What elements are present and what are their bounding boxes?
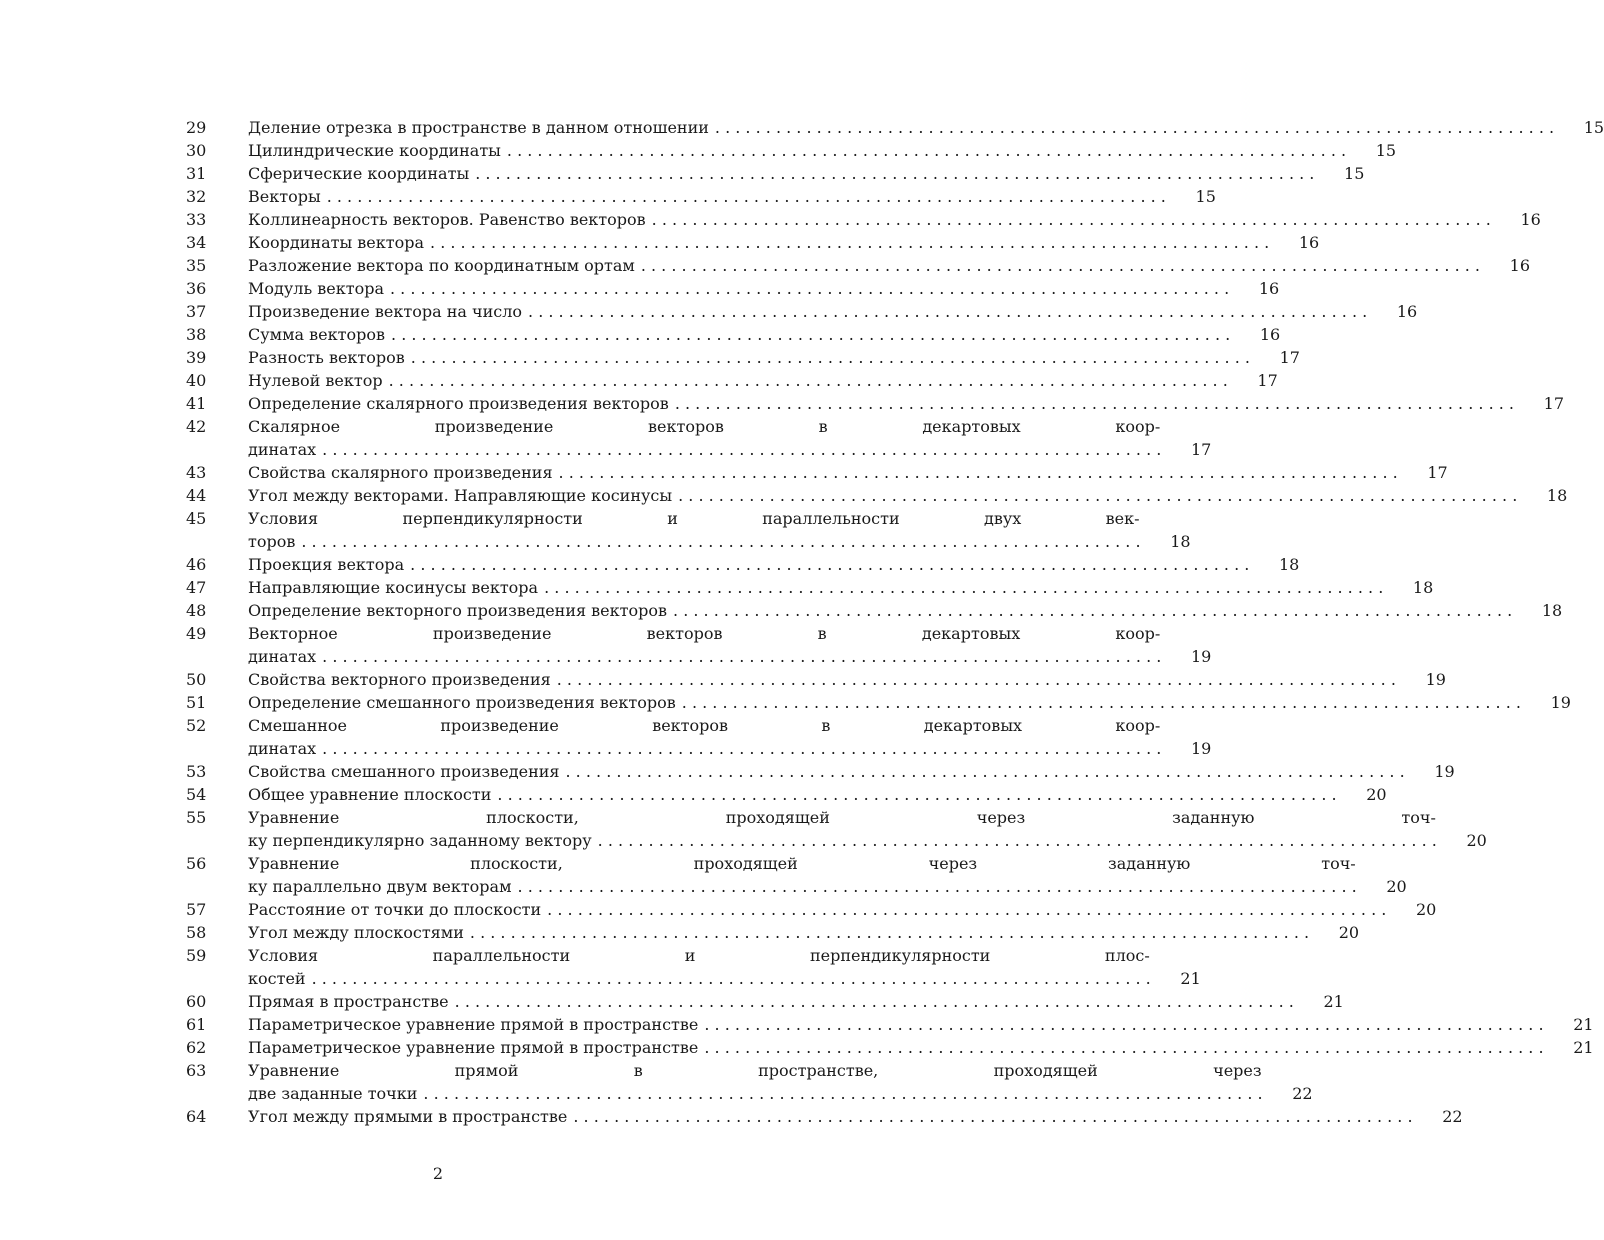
toc-entry-number: 52 <box>186 716 207 735</box>
toc-entry-number: 34 <box>186 233 207 252</box>
toc-entry-number: 31 <box>186 164 207 183</box>
toc-entry-title-line: Уравнение прямой в пространстве, проходящей через <box>248 1061 1262 1080</box>
toc-entry-page: 17 <box>1427 463 1448 482</box>
toc-entry-title: Параметрическое уравнение прямой в пространстве <box>248 1038 699 1057</box>
dot-leader <box>475 162 1316 185</box>
toc-entry-title: Векторы <box>248 187 321 206</box>
toc-entry-number: 36 <box>186 279 207 298</box>
toc-entry-number: 51 <box>186 693 207 712</box>
toc-entry-number: 37 <box>186 302 207 321</box>
toc-entry[interactable] <box>186 944 1201 990</box>
toc-entry-number: 50 <box>186 670 207 689</box>
toc-entry-title: костей <box>248 969 306 988</box>
toc-entry-number: 56 <box>186 854 207 873</box>
toc-entry-title: Прямая в пространстве <box>248 992 449 1011</box>
toc-entry-title-line: Условия перпендикулярности и параллельности двух век- <box>248 509 1140 528</box>
toc-entry[interactable] <box>186 576 1434 599</box>
toc-entry-title: динатах <box>248 739 317 758</box>
table-of-contents <box>186 116 1604 1128</box>
toc-entry[interactable] <box>186 599 1563 622</box>
dot-leader <box>455 990 1296 1013</box>
toc-entry-page: 16 <box>1259 325 1281 344</box>
dot-leader <box>411 346 1252 369</box>
toc-entry[interactable] <box>186 898 1437 921</box>
dot-leader <box>715 116 1556 139</box>
toc-entry-title: ку параллельно двум векторам <box>248 877 512 896</box>
toc-entry-title: Коллинеарность векторов. Равенство векторов <box>248 210 646 229</box>
toc-entry-page: 18 <box>1279 555 1300 574</box>
toc-entry-page: 22 <box>1292 1084 1313 1103</box>
toc-entry-page: 19 <box>1425 670 1446 689</box>
toc-entry-page: 16 <box>1520 210 1541 229</box>
toc-entry-number: 48 <box>186 601 207 620</box>
toc-entry[interactable] <box>186 254 1531 277</box>
dot-leader <box>497 783 1338 806</box>
toc-entry[interactable] <box>186 921 1360 944</box>
toc-entry-title: Сферические координаты <box>248 164 470 183</box>
dot-leader <box>391 323 1232 346</box>
toc-entry-number: 54 <box>186 785 207 804</box>
toc-entry-number: 45 <box>186 509 207 528</box>
toc-entry-page: 19 <box>1190 739 1212 758</box>
toc-entry[interactable] <box>186 1013 1594 1036</box>
toc-entry-title: Угол между прямыми в пространстве <box>248 1107 568 1126</box>
dot-leader <box>704 1013 1545 1036</box>
toc-entry-title: Разность векторов <box>248 348 405 367</box>
toc-entry-title: Координаты вектора <box>248 233 425 252</box>
toc-entry-title: Проекция вектора <box>248 555 405 574</box>
toc-entry[interactable] <box>186 116 1604 139</box>
dot-leader <box>301 530 1142 553</box>
toc-entry-number: 40 <box>186 371 207 390</box>
toc-entry-page: 16 <box>1298 233 1320 252</box>
toc-entry-page: 16 <box>1396 302 1418 321</box>
toc-entry-page: 19 <box>1550 693 1571 712</box>
toc-entry-number: 49 <box>186 624 207 643</box>
toc-entry-title: Общее уравнение плоскости <box>248 785 492 804</box>
dot-leader <box>389 369 1230 392</box>
toc-entry-number: 64 <box>186 1107 207 1126</box>
toc-entry-number: 63 <box>186 1061 207 1080</box>
toc-entry[interactable] <box>186 139 1397 162</box>
toc-entry-title-line: Уравнение плоскости, проходящей через заданную точ- <box>248 854 1356 873</box>
toc-entry[interactable] <box>186 415 1212 461</box>
toc-entry-page: 15 <box>1583 118 1604 137</box>
toc-entry-page: 19 <box>1434 762 1455 781</box>
toc-entry[interactable] <box>186 369 1278 392</box>
toc-entry-page: 22 <box>1442 1107 1463 1126</box>
toc-entry[interactable] <box>186 806 1487 852</box>
toc-entry[interactable] <box>186 231 1320 254</box>
toc-entry-page: 17 <box>1190 440 1212 459</box>
toc-entry-number: 32 <box>186 187 207 206</box>
toc-entry-title: Расстояние от точки до плоскости <box>248 900 542 919</box>
toc-entry-page: 21 <box>1180 969 1201 988</box>
toc-entry-title: Угол между векторами. Направляющие косинусы <box>248 486 673 505</box>
dot-leader <box>390 277 1231 300</box>
toc-entry-number: 41 <box>186 394 207 413</box>
dot-leader <box>528 300 1369 323</box>
toc-entry-title: Деление отрезка в пространстве в данном отношении <box>248 118 709 137</box>
toc-entry-page: 16 <box>1509 256 1531 275</box>
toc-entry-page: 18 <box>1546 486 1568 505</box>
toc-entry[interactable] <box>186 323 1281 346</box>
toc-entry-title: Свойства скалярного произведения <box>248 463 553 482</box>
toc-entry-number: 42 <box>186 417 207 436</box>
toc-entry-title: динатах <box>248 440 317 459</box>
dot-leader <box>557 668 1398 691</box>
toc-entry[interactable] <box>186 852 1407 898</box>
toc-entry-page: 17 <box>1543 394 1564 413</box>
toc-entry-number: 55 <box>186 808 207 827</box>
toc-entry-title-line: Смешанное произведение векторов в декартовых коор- <box>248 716 1161 735</box>
dot-leader <box>518 875 1359 898</box>
toc-entry-title: Произведение вектора на число <box>248 302 523 321</box>
toc-entry-page: 15 <box>1344 164 1365 183</box>
toc-entry-number: 38 <box>186 325 207 344</box>
toc-entry-title: Разложение вектора по координатным ортам <box>248 256 635 275</box>
toc-entry[interactable] <box>186 208 1541 231</box>
toc-entry[interactable] <box>186 691 1571 714</box>
toc-entry-number: 58 <box>186 923 207 942</box>
toc-entry-page: 20 <box>1416 900 1437 919</box>
toc-entry-title: Определение смешанного произведения векторов <box>248 693 676 712</box>
dot-leader <box>598 829 1439 852</box>
toc-entry-title: Параметрическое уравнение прямой в пространстве <box>248 1015 699 1034</box>
dot-leader <box>507 139 1348 162</box>
toc-entry-number: 46 <box>186 555 207 574</box>
toc-entry-page: 17 <box>1257 371 1278 390</box>
toc-entry-page: 16 <box>1258 279 1280 298</box>
dot-leader <box>470 921 1311 944</box>
toc-entry-title: Определение скалярного произведения векторов <box>248 394 669 413</box>
dot-leader <box>559 461 1400 484</box>
toc-entry-page: 15 <box>1195 187 1216 206</box>
toc-entry-number: 29 <box>186 118 207 137</box>
toc-entry-title: Определение векторного произведения векторов <box>248 601 668 620</box>
dot-leader <box>566 760 1407 783</box>
toc-entry-title-line: Уравнение плоскости, проходящей через заданную точ- <box>248 808 1436 827</box>
toc-entry-title: Направляющие косинусы вектора <box>248 578 539 597</box>
toc-entry-page: 19 <box>1190 647 1212 666</box>
toc-entry-number: 62 <box>186 1038 207 1057</box>
dot-leader <box>430 231 1271 254</box>
toc-entry-number: 47 <box>186 578 207 597</box>
toc-entry[interactable] <box>186 507 1191 553</box>
dot-leader <box>423 1082 1264 1105</box>
toc-entry[interactable] <box>186 277 1280 300</box>
toc-entry[interactable] <box>186 553 1300 576</box>
toc-entry-page: 20 <box>1466 831 1487 850</box>
toc-entry-title: Свойства векторного произведения <box>248 670 551 689</box>
toc-entry-number: 33 <box>186 210 207 229</box>
toc-entry-page: 21 <box>1573 1015 1594 1034</box>
toc-entry-number: 30 <box>186 141 207 160</box>
toc-entry-page: 17 <box>1279 348 1300 367</box>
toc-entry[interactable] <box>186 990 1344 1013</box>
dot-leader <box>675 392 1516 415</box>
toc-entry-title-line: Условия параллельности и перпендикулярности плос- <box>248 946 1150 965</box>
toc-entry-page: 20 <box>1366 785 1387 804</box>
toc-entry-title-line: Скалярное произведение векторов в декартовых коор- <box>248 417 1161 436</box>
toc-entry[interactable] <box>186 392 1564 415</box>
toc-entry-number: 59 <box>186 946 207 965</box>
dot-leader <box>673 599 1514 622</box>
toc-entry[interactable] <box>186 1059 1313 1105</box>
toc-entry-number: 61 <box>186 1015 207 1034</box>
dot-leader <box>678 484 1519 507</box>
toc-entry[interactable] <box>186 346 1300 369</box>
toc-entry[interactable] <box>186 783 1387 806</box>
toc-entry-number: 44 <box>186 486 207 505</box>
toc-entry[interactable] <box>186 162 1365 185</box>
toc-entry-number: 43 <box>186 463 207 482</box>
toc-entry[interactable] <box>186 484 1568 507</box>
toc-entry[interactable] <box>186 760 1455 783</box>
toc-entry-number: 35 <box>186 256 207 275</box>
toc-entry-title: Угол между плоскостями <box>248 923 464 942</box>
dot-leader <box>652 208 1493 231</box>
toc-entry[interactable] <box>186 185 1216 208</box>
dot-leader <box>322 438 1163 461</box>
dot-leader <box>327 185 1168 208</box>
toc-entry[interactable] <box>186 1036 1594 1059</box>
toc-entry-page: 18 <box>1541 601 1563 620</box>
toc-entry-page: 20 <box>1338 923 1360 942</box>
dot-leader <box>322 737 1163 760</box>
toc-entry-page: 15 <box>1375 141 1397 160</box>
toc-entry-title: Нулевой вектор <box>248 371 383 390</box>
page-number: 2 <box>432 1164 444 1183</box>
dot-leader <box>641 254 1482 277</box>
dot-leader <box>544 576 1385 599</box>
toc-entry-page: 20 <box>1386 877 1407 896</box>
toc-entry-number: 53 <box>186 762 207 781</box>
toc-entry-page: 18 <box>1412 578 1434 597</box>
dot-leader <box>704 1036 1545 1059</box>
toc-entry-title: динатах <box>248 647 317 666</box>
toc-entry-title: Сумма векторов <box>248 325 386 344</box>
dot-leader <box>312 967 1153 990</box>
toc-entry-title: Цилиндрические координаты <box>248 141 501 160</box>
dot-leader <box>547 898 1388 921</box>
toc-entry[interactable] <box>186 1105 1463 1128</box>
toc-entry-page: 18 <box>1170 532 1191 551</box>
toc-entry-title: Модуль вектора <box>248 279 384 298</box>
toc-entry-page: 21 <box>1323 992 1344 1011</box>
toc-entry-number: 57 <box>186 900 207 919</box>
toc-entry-page: 21 <box>1573 1038 1594 1057</box>
toc-entry[interactable] <box>186 461 1448 484</box>
toc-entry[interactable] <box>186 622 1212 668</box>
toc-entry-title: две заданные точки <box>248 1084 418 1103</box>
toc-entry-title: Свойства смешанного произведения <box>248 762 560 781</box>
dot-leader <box>573 1105 1414 1128</box>
dot-leader <box>410 553 1251 576</box>
toc-entry-title-line: Векторное произведение векторов в декартовых коор- <box>248 624 1161 643</box>
toc-entry[interactable] <box>186 300 1418 323</box>
toc-entry[interactable] <box>186 668 1446 691</box>
toc-entry-title: торов <box>248 532 296 551</box>
toc-entry-number: 39 <box>186 348 207 367</box>
dot-leader <box>322 645 1163 668</box>
toc-entry-number: 60 <box>186 992 207 1011</box>
toc-entry[interactable] <box>186 714 1212 760</box>
dot-leader <box>682 691 1523 714</box>
toc-entry-title: ку перпендикулярно заданному вектору <box>248 831 592 850</box>
